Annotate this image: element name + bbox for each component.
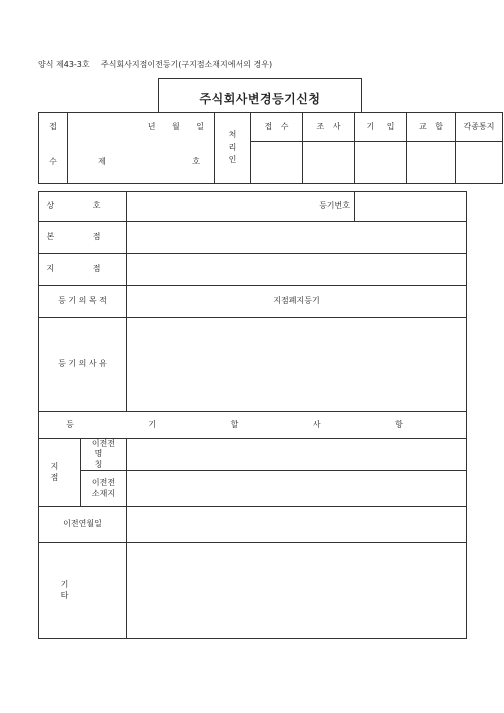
col-verify: 교 합 <box>407 113 456 142</box>
field-etc[interactable] <box>127 543 467 639</box>
field-prev-name[interactable] <box>127 439 467 471</box>
field-head-office[interactable] <box>127 222 467 254</box>
label-branch: 지 점 <box>39 254 127 286</box>
field-purpose[interactable]: 지점폐지등기 <box>127 286 467 318</box>
receipt-date: 년 월 일 <box>68 113 215 142</box>
receipt-label-jeop: 접 <box>39 113 68 142</box>
label-branch-group: 지 점 <box>39 439 81 507</box>
label-prev-location: 이전전 소재지 <box>81 471 127 507</box>
field-branch[interactable] <box>127 254 467 286</box>
cell-notice[interactable] <box>456 142 503 184</box>
label-purpose: 등 기 의 목 적 <box>39 286 127 318</box>
field-reason[interactable] <box>127 318 467 412</box>
field-reg-number[interactable] <box>355 192 467 222</box>
title-box <box>158 78 362 112</box>
receipt-label-su: 수 <box>39 142 68 184</box>
form-label: 양식 제43-3호 <box>38 60 90 69</box>
col-review: 조 사 <box>303 113 355 142</box>
field-move-date[interactable] <box>127 507 467 543</box>
form-description: 주식회사지점이전등기(구지점소재지에서의 경우) <box>101 60 273 69</box>
processor-label: 처 리 인 <box>215 113 251 184</box>
label-head-office: 본 점 <box>39 222 127 254</box>
receipt-number: 제 호 <box>68 142 215 184</box>
label-reason: 등 기 의 사 유 <box>39 318 127 412</box>
application-table <box>38 191 467 639</box>
label-move-date: 이전연월일 <box>39 507 127 543</box>
label-reg-number: 등기번호 <box>291 192 355 222</box>
cell-receipt[interactable] <box>251 142 303 184</box>
label-prev-name: 이전전 명 칭 <box>81 439 127 471</box>
label-trade-name: 상 호 <box>39 192 127 222</box>
col-receipt: 접 수 <box>251 113 303 142</box>
section-matters: 등 기 할 사 항 <box>39 412 467 439</box>
field-trade-name[interactable] <box>127 192 291 222</box>
col-notice: 각종통지 <box>456 113 503 142</box>
label-etc: 기 타 <box>39 543 127 639</box>
cell-verify[interactable] <box>407 142 456 184</box>
col-entry: 기 입 <box>355 113 407 142</box>
cell-entry[interactable] <box>355 142 407 184</box>
receipt-table <box>38 112 503 184</box>
cell-review[interactable] <box>303 142 355 184</box>
page-title: 주식회사변경등기신청 <box>199 92 321 106</box>
field-prev-location[interactable] <box>127 471 467 507</box>
